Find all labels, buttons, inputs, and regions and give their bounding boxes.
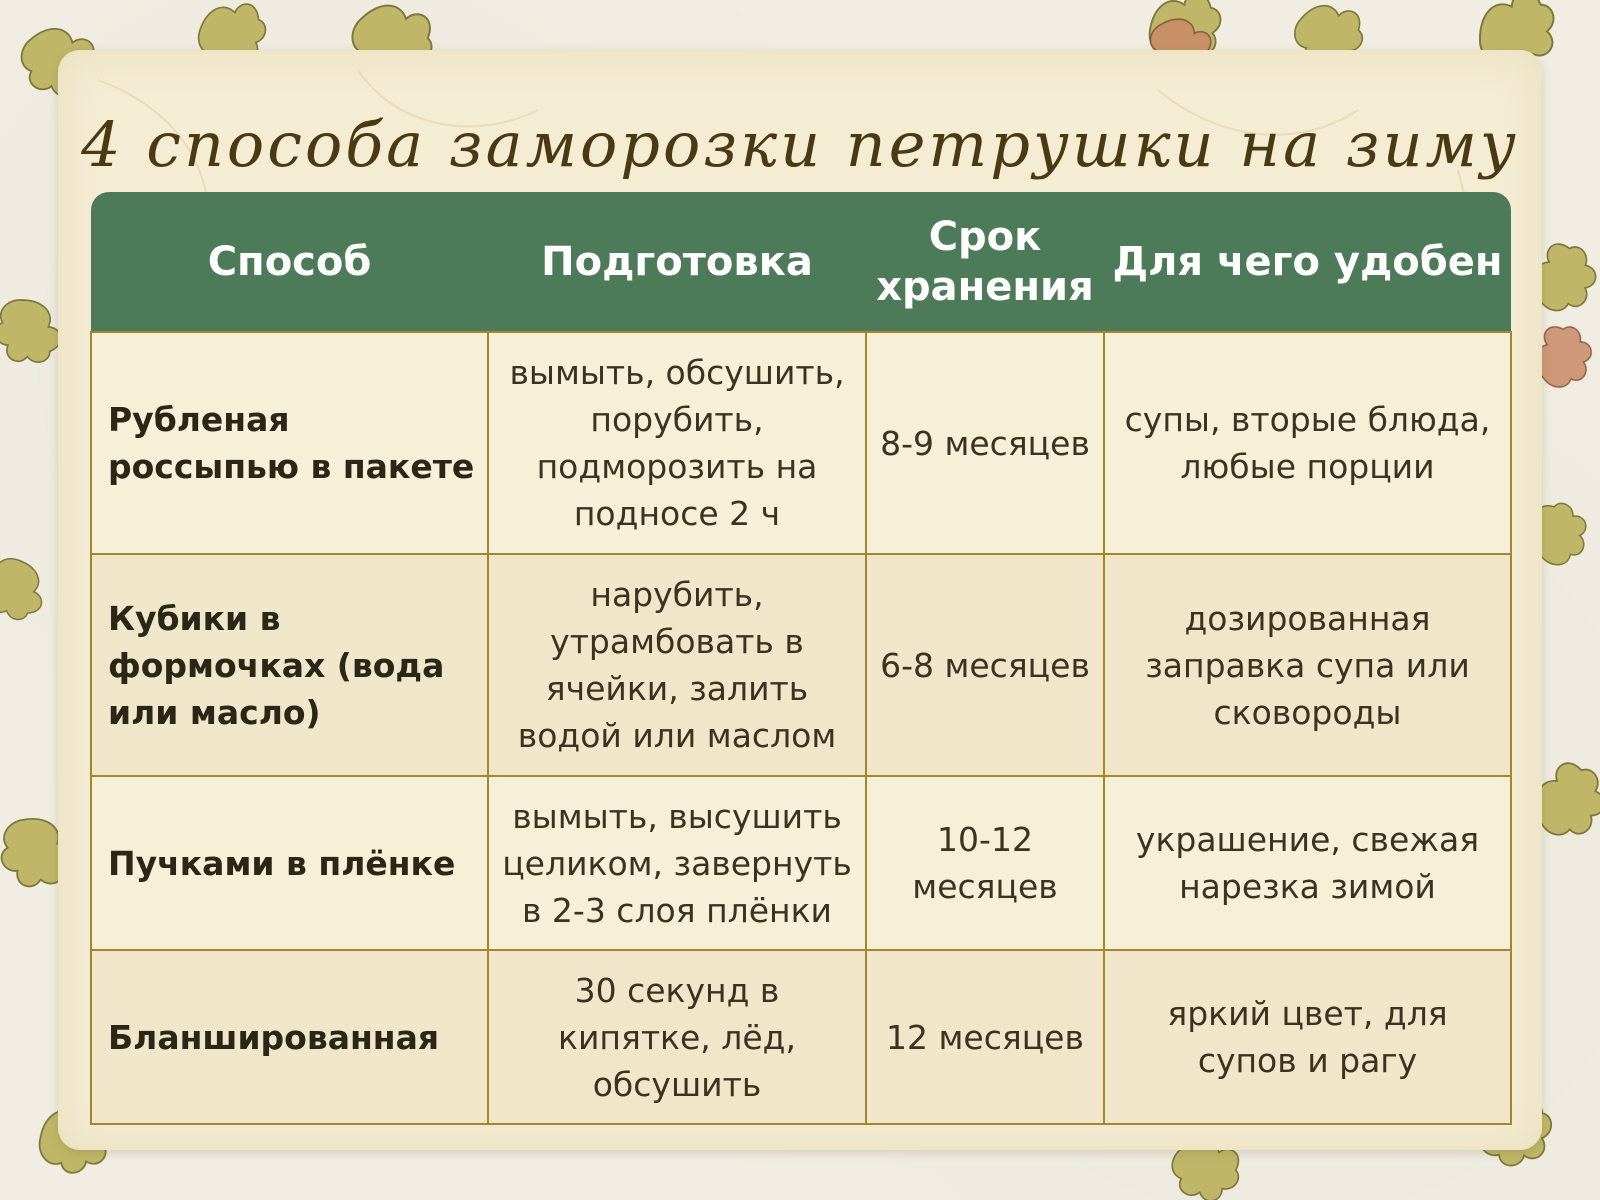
cell-use: супы, вторые блюда, любые порции — [1104, 332, 1511, 554]
freezing-methods-table — [90, 192, 1512, 1125]
cell-storage: 6-8 месяцев — [866, 554, 1104, 776]
cell-use: яркий цвет, для супов и рагу — [1104, 950, 1511, 1124]
header-storage: Срок хранения — [876, 213, 1094, 310]
cell-use: украшение, свежая нарезка зимой — [1104, 776, 1511, 950]
table-row — [91, 332, 1511, 554]
table-header-row — [91, 192, 1511, 332]
table-row — [91, 554, 1511, 776]
table-row — [91, 776, 1511, 950]
cell-method: Бланшированная — [91, 950, 488, 1124]
cell-storage: 10-12 месяцев — [866, 776, 1104, 950]
cell-preparation: вымыть, обсушить, порубить, подморозить на подносе 2 ч — [488, 332, 866, 554]
cell-preparation: нарубить, утрамбовать в ячейки, залить водой или маслом — [488, 554, 866, 776]
freezing-methods-table-wrap — [90, 192, 1510, 1125]
cell-method: Пучками в плёнке — [91, 776, 488, 950]
header-use: Для чего удобен — [1112, 238, 1503, 285]
header-method: Способ — [207, 238, 372, 285]
table-row — [91, 950, 1511, 1124]
header-preparation: Подготовка — [541, 238, 813, 285]
cell-preparation: 30 секунд в кипятке, лёд, обсушить — [488, 950, 866, 1124]
cell-method: Кубики в формочках (вода или масло) — [91, 554, 488, 776]
cell-preparation: вымыть, высушить целиком, завернуть в 2-3 слоя плёнки — [488, 776, 866, 950]
cell-method: Рубленая россыпью в пакете — [91, 332, 488, 554]
cell-storage: 8-9 месяцев — [866, 332, 1104, 554]
cell-use: дозированная заправка супа или сковороды — [1104, 554, 1511, 776]
page-title: 4 способа заморозки петрушки на зиму — [81, 108, 1519, 181]
cell-storage: 12 месяцев — [866, 950, 1104, 1124]
